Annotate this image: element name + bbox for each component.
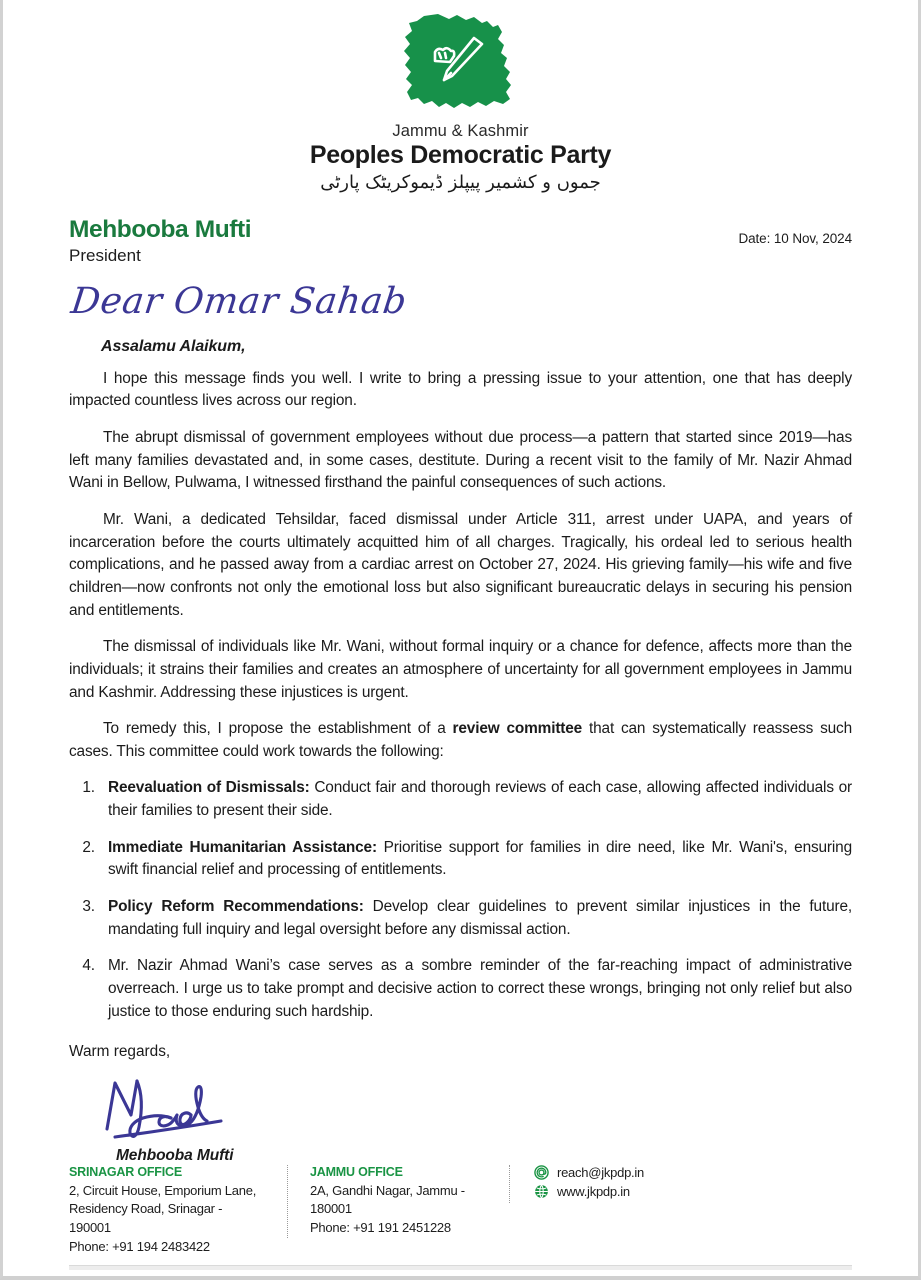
sender-role: President [69,246,141,266]
sender-block [69,217,251,265]
list-item-text: Prioritise support for families in dire need, like Mr. Wani's, ensuring swift financial relief and processing of entitlements. [108,838,852,879]
proposal-intro-text-a: To remedy this, I propose the establishment of a [103,720,453,738]
list-item-lead: Policy Reform Recommendations: [108,898,364,916]
letter-body [3,320,918,1023]
footer-website-row[interactable] [534,1184,644,1199]
handwritten-signature-icon [85,1067,285,1145]
jk-map-pen-logo-icon [394,12,528,116]
list-item-text: Mr. Nazir Ahmad Wani’s case serves as a sombre reminder of the far-reaching impact of administrative overreach. I urge us to take prompt and decisive action to correct these wrongs, bringing not only relief but also justice to those enduring such hardship. [108,957,852,1020]
list-item-text: Develop clear guidelines to prevent similar injustices in the future, mandating full inquiry and legal oversight before any dismissal action. [108,898,852,938]
footer-website: www.jkpdp.in [557,1183,630,1199]
letter-closing [3,1037,918,1165]
handwritten-salutation: Dear Omar Sahab [68,280,410,322]
footer-email-row[interactable] [534,1165,644,1180]
footer-office-title: JAMMU OFFICE [310,1164,403,1179]
list-item-lead: Reevaluation of Dismissals: [108,779,310,797]
paragraph: Mr. Wani, a dedicated Tehsildar, faced dismissal under Article 311, arrest under UAPA, and years of incarceration before the courts ultimately acquitted him of all charges. Tragically, his ordeal led to serious health complications, and he passed away from a cardiac arrest on October 27, 2024. His grieving family—his wife and five children—now confronts not only the emotional loss but also significant bureaucratic delays in securing his pension and entitlements. [69,511,852,619]
list-item-lead: Immediate Humanitarian Assistance: [108,838,377,856]
org-subtitle: Jammu & Kashmir [392,122,529,140]
review-committee-term: review committee [452,720,583,738]
list-item [99,777,852,822]
list-item [99,896,852,941]
footer-address-line: 2, Circuit House, Emporium Lane, [69,1182,257,1198]
footer-divider [69,1265,852,1270]
footer-email: reach@jkpdp.in [557,1164,645,1180]
list-item [99,837,852,882]
footer-contact [509,1165,666,1203]
proposal-list [69,777,852,1023]
footer-address-line: Residency Road, Srinagar - 190001 [69,1201,223,1236]
proposal-intro-paragraph [69,718,852,763]
footer-phone: Phone: +91 191 2451228 [310,1220,451,1236]
letter-date: Date: 10 Nov, 2024 [738,231,852,247]
paragraph: I hope this message finds you well. I write to bring a pressing issue to your attention, one that has deeply impacted countless lives across our region. [69,369,852,410]
org-title: Peoples Democratic Party [309,141,612,170]
globe-icon [534,1184,549,1199]
list-item [99,955,852,1023]
paragraph: The abrupt dismissal of government employees without due process—a pattern that started since 2019—has left many families devastated and, in some cases, destitute. During a recent visit to the family of Mr. Nazir Ahmad Wani in Bellow, Pulwama, I witnessed firsthand the painful consequences of such actions. [69,429,852,492]
signer-name: Mehbooba Mufti [116,1147,234,1165]
footer-office-jammu [287,1165,509,1239]
footer-phone: Phone: +91 194 2483422 [69,1239,210,1255]
greeting-line: Assalamu Alaikum, [101,337,246,355]
org-title-urdu: جموں و کشمیر پیپلز ڈیموکریٹک پارٹی [320,172,601,194]
signature-area [69,1067,852,1147]
list-item-text: Conduct fair and thorough reviews of each case, allowing affected individuals or their families to present their side. [108,779,852,820]
letter-footer [3,1165,918,1276]
paragraph: The dismissal of individuals like Mr. Wani, without formal inquiry or a chance for defence, affects more than the individuals; it strains their families and creates an atmosphere of uncertainty for all government employees in Jammu and Kashmir. Addressing these injustices is urgent. [69,638,852,701]
warm-regards-line: Warm regards, [69,1043,171,1061]
letter-header-row [3,195,918,265]
at-sign-icon [534,1165,549,1180]
footer-office-title: SRINAGAR OFFICE [69,1164,182,1179]
footer-address-line: 2A, Gandhi Nagar, Jammu - 180001 [310,1182,465,1217]
proposal-intro-text-b: that can systematically reassess such cases. This committee could work towards the following: [69,720,853,760]
sender-name: Mehbooba Mufti [69,216,252,244]
letterhead [3,0,918,195]
footer-office-srinagar [69,1165,287,1257]
